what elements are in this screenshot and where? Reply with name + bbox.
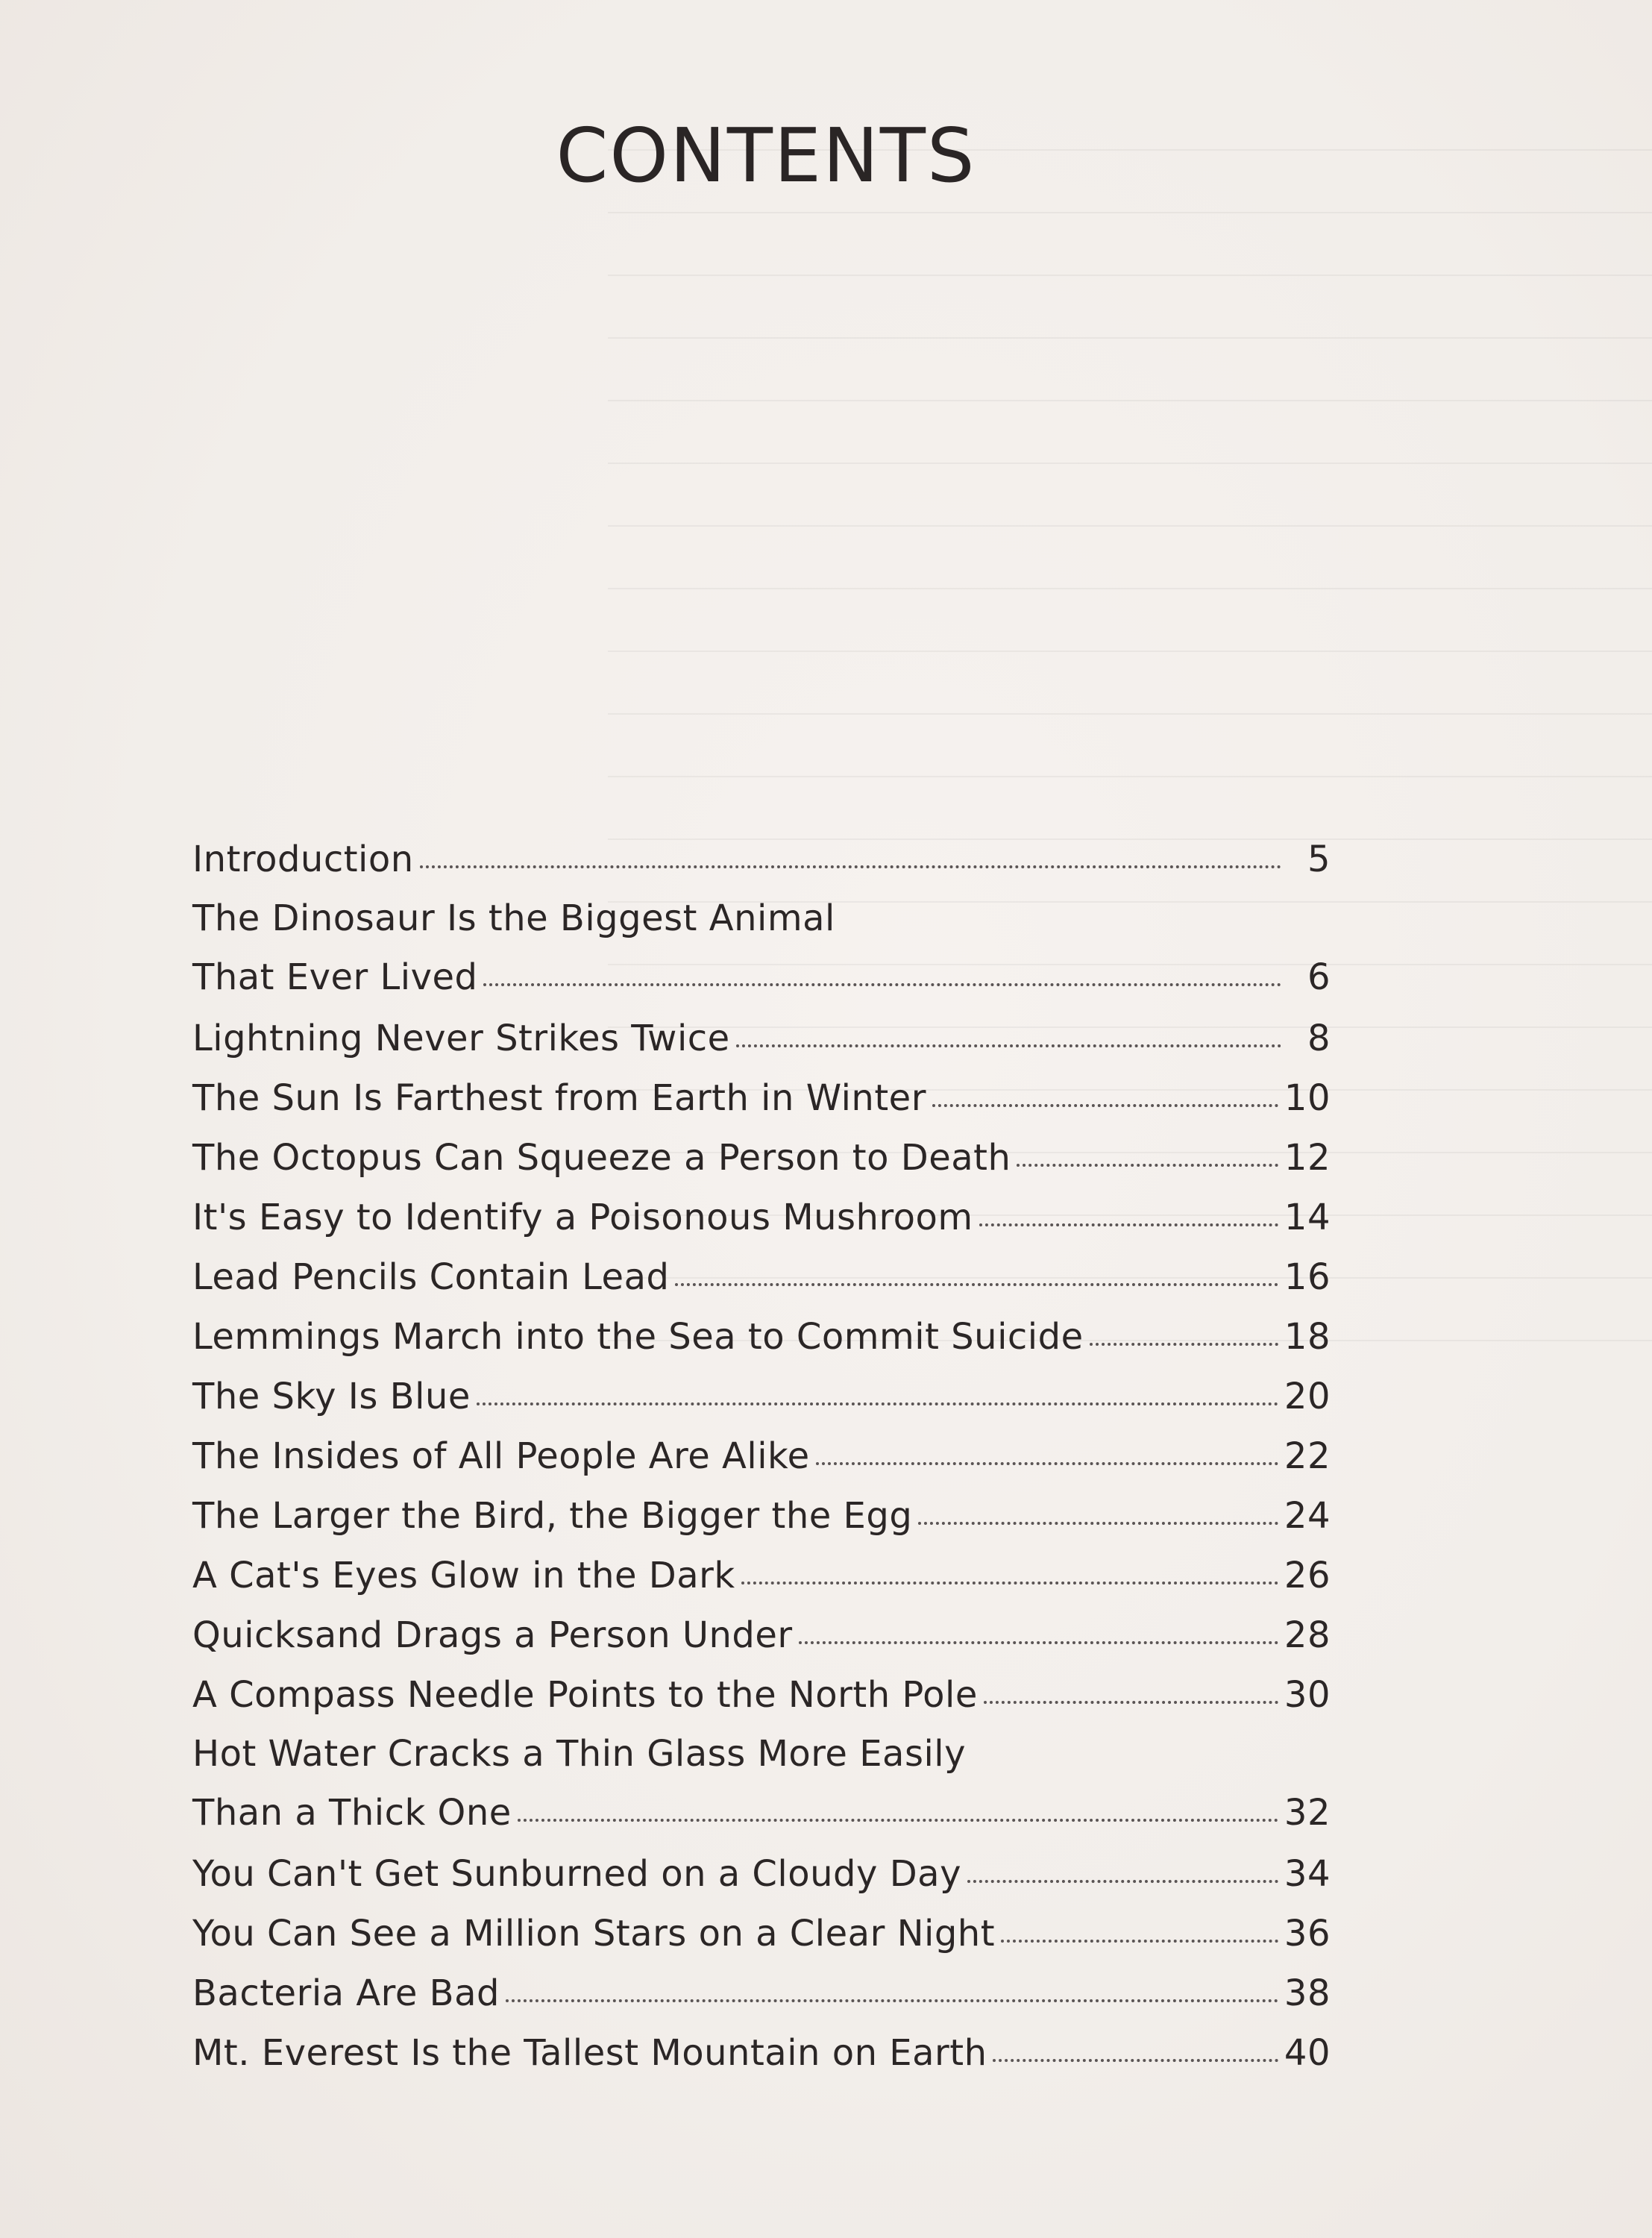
page-title: CONTENTS xyxy=(556,112,976,199)
dot-leader xyxy=(816,1447,1278,1465)
toc-entry-title: A Cat's Eyes Glow in the Dark xyxy=(192,1555,735,1596)
toc-entry xyxy=(192,1307,1331,1367)
toc-entry-page: 28 xyxy=(1284,1614,1331,1656)
toc-entry-page: 6 xyxy=(1307,956,1331,998)
toc-entry-title: The Sun Is Farthest from Earth in Winter xyxy=(192,1077,926,1119)
toc-entry xyxy=(192,2023,1331,2083)
toc-entry-title: The Insides of All People Are Alike xyxy=(192,1435,810,1477)
toc-entry-page: 14 xyxy=(1284,1197,1331,1238)
dot-leader xyxy=(741,1567,1278,1585)
toc-entry-title: The Sky Is Blue xyxy=(192,1376,471,1417)
dot-leader xyxy=(918,1507,1278,1525)
toc-entry-page: 32 xyxy=(1284,1792,1331,1834)
toc-entry xyxy=(192,1725,1331,1844)
toc-entry-title: Introduction xyxy=(192,839,414,880)
toc-entry xyxy=(192,1963,1331,2023)
dot-leader xyxy=(483,968,1281,986)
toc-entry xyxy=(192,1844,1331,1904)
dot-leader xyxy=(675,1268,1278,1286)
toc-entry-title: Lightning Never Strikes Twice xyxy=(192,1018,730,1059)
toc-entry-title: The Octopus Can Squeeze a Person to Death xyxy=(192,1137,1011,1179)
dot-leader xyxy=(1017,1149,1278,1167)
toc-entry xyxy=(192,1128,1331,1188)
toc-entry-title: It's Easy to Identify a Poisonous Mushroom xyxy=(192,1197,973,1238)
dot-leader xyxy=(979,1209,1278,1226)
toc-entry-title: The Larger the Bird, the Bigger the Egg xyxy=(192,1495,913,1537)
toc-entry xyxy=(192,1546,1331,1605)
toc-entry-page: 26 xyxy=(1284,1555,1331,1596)
toc-entry-page: 10 xyxy=(1284,1077,1331,1119)
toc-entry-page: 40 xyxy=(1284,2032,1331,2074)
toc-entry-title-line2: Than a Thick One xyxy=(192,1792,512,1834)
toc-entry xyxy=(192,1188,1331,1247)
toc-entry-page: 24 xyxy=(1284,1495,1331,1537)
toc-entry-page: 16 xyxy=(1284,1256,1331,1298)
dot-leader xyxy=(932,1089,1278,1107)
toc-entry-title-line1: The Dinosaur Is the Biggest Animal xyxy=(192,897,835,939)
toc-entry-page: 36 xyxy=(1284,1913,1331,1955)
toc-entry-title: Lead Pencils Contain Lead xyxy=(192,1256,670,1298)
toc-entry xyxy=(192,1486,1331,1546)
toc-entry-page: 8 xyxy=(1307,1018,1331,1059)
toc-entry-page: 18 xyxy=(1284,1316,1331,1358)
dot-leader xyxy=(506,1984,1278,2002)
toc-entry-title: A Compass Needle Points to the North Pole xyxy=(192,1674,978,1716)
toc-entry xyxy=(192,1665,1331,1725)
toc-entry xyxy=(192,830,1331,889)
toc-entry xyxy=(192,1009,1331,1068)
toc-entry xyxy=(192,889,1331,1009)
dot-leader xyxy=(420,850,1281,868)
toc-entry-page: 22 xyxy=(1284,1435,1331,1477)
toc-entry-title-line2: That Ever Lived xyxy=(192,956,478,998)
toc-entry-page: 34 xyxy=(1284,1853,1331,1895)
toc-entry-page: 38 xyxy=(1284,1972,1331,2014)
dot-leader xyxy=(993,2044,1278,2062)
toc-entry-title: Lemmings March into the Sea to Commit Suicide xyxy=(192,1316,1084,1358)
toc-entry xyxy=(192,1426,1331,1486)
toc-entry-page: 5 xyxy=(1307,839,1331,880)
toc-entry-title: You Can't Get Sunburned on a Cloudy Day xyxy=(192,1853,961,1895)
toc-entry-page: 12 xyxy=(1284,1137,1331,1179)
toc-entry xyxy=(192,1247,1331,1307)
toc-entry xyxy=(192,1068,1331,1128)
dot-leader xyxy=(736,1029,1281,1047)
toc-entry-page: 30 xyxy=(1284,1674,1331,1716)
toc-entry-title: Bacteria Are Bad xyxy=(192,1972,500,2014)
dot-leader xyxy=(477,1388,1278,1405)
dot-leader xyxy=(984,1686,1278,1704)
dot-leader xyxy=(1001,1925,1278,1943)
toc-entry-title: Quicksand Drags a Person Under xyxy=(192,1614,793,1656)
table-of-contents xyxy=(192,830,1331,2083)
toc-entry xyxy=(192,1605,1331,1665)
toc-entry xyxy=(192,1904,1331,1963)
toc-entry-page: 20 xyxy=(1284,1376,1331,1417)
toc-entry-title-line1: Hot Water Cracks a Thin Glass More Easily xyxy=(192,1733,967,1775)
dot-leader xyxy=(1090,1328,1278,1346)
dot-leader xyxy=(518,1804,1278,1822)
toc-entry xyxy=(192,1367,1331,1426)
dot-leader xyxy=(967,1865,1278,1883)
dot-leader xyxy=(799,1626,1278,1644)
toc-entry-title: Mt. Everest Is the Tallest Mountain on Earth xyxy=(192,2032,987,2074)
toc-entry-title: You Can See a Million Stars on a Clear Night xyxy=(192,1913,996,1955)
